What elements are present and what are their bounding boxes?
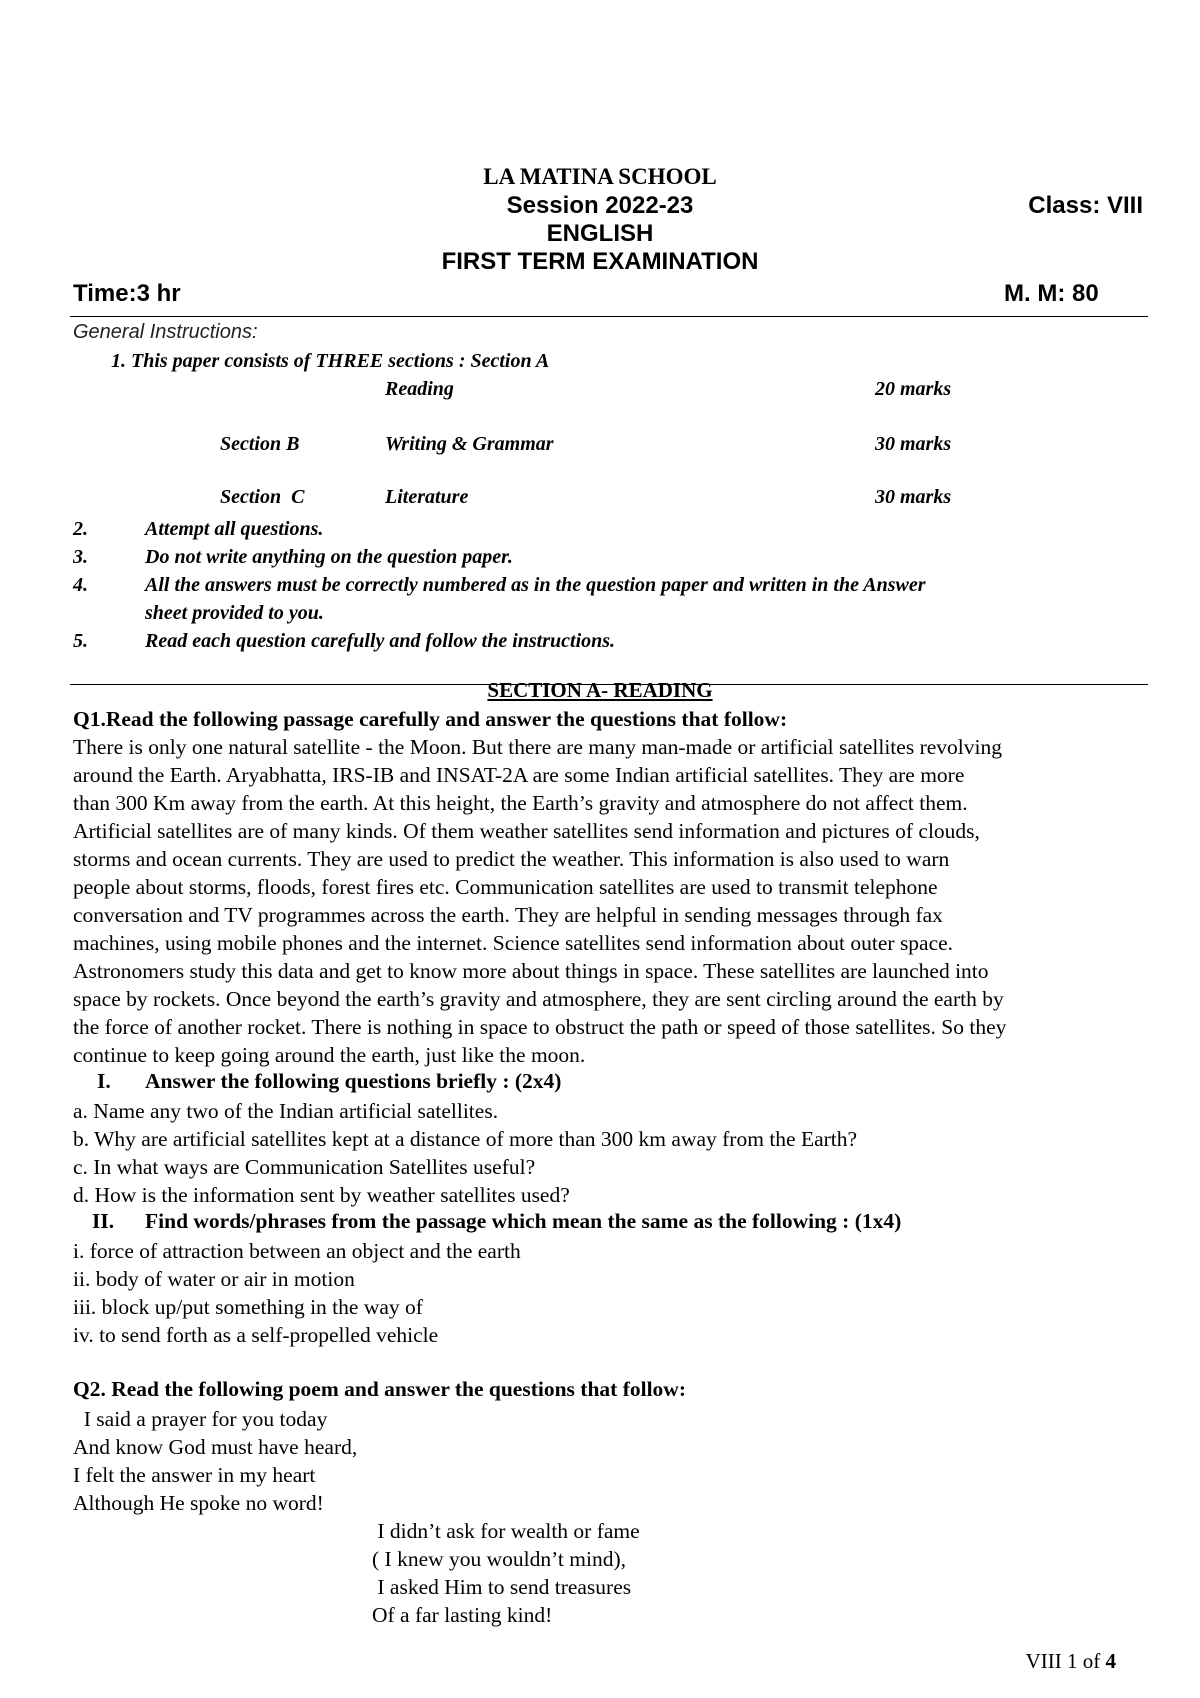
page-number-prefix: VIII 1 of [1025,1649,1106,1673]
passage-line: machines, using mobile phones and the internet. Science satellites send information about outer space. [73,931,954,955]
max-marks-label: M. M: 80 [1004,280,1099,307]
part-1-heading: Answer the following questions briefly : (2x4) [145,1069,562,1093]
question-b: b. Why are artificial satellites kept at a distance of more than 300 km away from the Earth? [73,1127,858,1151]
section-c-name: Section C [220,486,305,508]
section-b-name: Section B [220,433,300,455]
part-2-number: II. [92,1209,115,1233]
instruction-text-3: Do not write anything on the question paper. [145,546,513,568]
exam-title: FIRST TERM EXAMINATION [441,248,759,275]
section-a-topic: Reading [385,378,454,400]
part-1-number: I. [97,1069,111,1093]
section-c-marks: 30 marks [875,486,952,508]
passage-line: There is only one natural satellite - the Moon. But there are many man-made or artificial satellites revolving [73,735,1002,759]
instruction-num-4: 4. [73,574,88,596]
poem-line: ( I knew you wouldn’t mind), [372,1547,626,1571]
passage-line: continue to keep going around the earth, just like the moon. [73,1043,586,1067]
section-a-marks: 20 marks [875,378,952,400]
passage-line: Artificial satellites are of many kinds. Of them weather satellites send information and pictures of clouds, [73,819,980,843]
section-b-marks: 30 marks [875,433,952,455]
passage-line: than 300 Km away from the earth. At this height, the Earth’s gravity and atmosphere do not affect them. [73,791,968,815]
section-c-topic: Literature [385,486,469,508]
word-item-ii: ii. body of water or air in motion [73,1267,355,1291]
section-b-topic: Writing & Grammar [385,433,554,455]
question-a: a. Name any two of the Indian artificial satellites. [73,1099,499,1123]
instruction-text-4-cont: sheet provided to you. [145,602,324,624]
page-number [1026,1649,1116,1674]
poem-line: I said a prayer for you today [73,1407,328,1431]
passage-line: storms and ocean currents. They are used to predict the weather. This information is also used to warn [73,847,950,871]
poem-line: I felt the answer in my heart [73,1463,316,1487]
instruction-item-1: 1. This paper consists of THREE sections : Section A [111,350,550,372]
passage-line: around the Earth. Aryabhatta, IRS-IB and INSAT-2A are some Indian artificial satellites. They are more [73,763,965,787]
word-item-i: i. force of attraction between an object and the earth [73,1239,521,1263]
question-c: c. In what ways are Communication Satellites useful? [73,1155,536,1179]
section-a-title: SECTION A- READING [487,678,713,702]
poem-line: I asked Him to send treasures [372,1575,632,1599]
word-item-iii: iii. block up/put something in the way of [73,1295,423,1319]
poem-line: And know God must have heard, [73,1435,358,1459]
session-label: Session 2022-23 [506,192,694,219]
page-number-total: 4 [1105,1649,1116,1673]
instruction-num-5: 5. [73,630,88,652]
instruction-text-5: Read each question carefully and follow the instructions. [145,630,616,652]
instruction-num-2: 2. [73,518,88,540]
time-label: Time:3 hr [73,280,181,307]
poem-line: Although He spoke no word! [73,1491,324,1515]
part-2-heading: Find words/phrases from the passage which mean the same as the following : (1x4) [145,1209,902,1233]
subject-label: ENGLISH [546,220,654,247]
passage-line: conversation and TV programmes across the earth. They are helpful in sending messages through fax [73,903,943,927]
instructions-heading: General Instructions: [73,321,258,343]
word-item-iv: iv. to send forth as a self-propelled vehicle [73,1323,439,1347]
passage-line: space by rockets. Once beyond the earth’s gravity and atmosphere, they are sent circling around the earth by [73,987,1004,1011]
school-name: LA MATINA SCHOOL [483,164,717,189]
passage-line: the force of another rocket. There is nothing in space to obstruct the path or speed of those satellites. So they [73,1015,1007,1039]
header-rule [70,316,1148,317]
passage-line: people about storms, floods, forest fires etc. Communication satellites are used to transmit telephone [73,875,938,899]
poem-line: I didn’t ask for wealth or fame [372,1519,640,1543]
poem-line: Of a far lasting kind! [372,1603,553,1627]
instruction-num-3: 3. [73,546,88,568]
passage-line: Astronomers study this data and get to know more about things in space. These satellites are launched into [73,959,989,983]
class-label: Class: VIII [1028,192,1143,219]
question-d: d. How is the information sent by weather satellites used? [73,1183,570,1207]
instruction-text-2: Attempt all questions. [145,518,324,540]
instruction-text-4: All the answers must be correctly numbered as in the question paper and written in the Answer [145,574,926,596]
q2-heading: Q2. Read the following poem and answer the questions that follow: [73,1377,686,1401]
q1-heading: Q1.Read the following passage carefully and answer the questions that follow: [73,707,788,731]
